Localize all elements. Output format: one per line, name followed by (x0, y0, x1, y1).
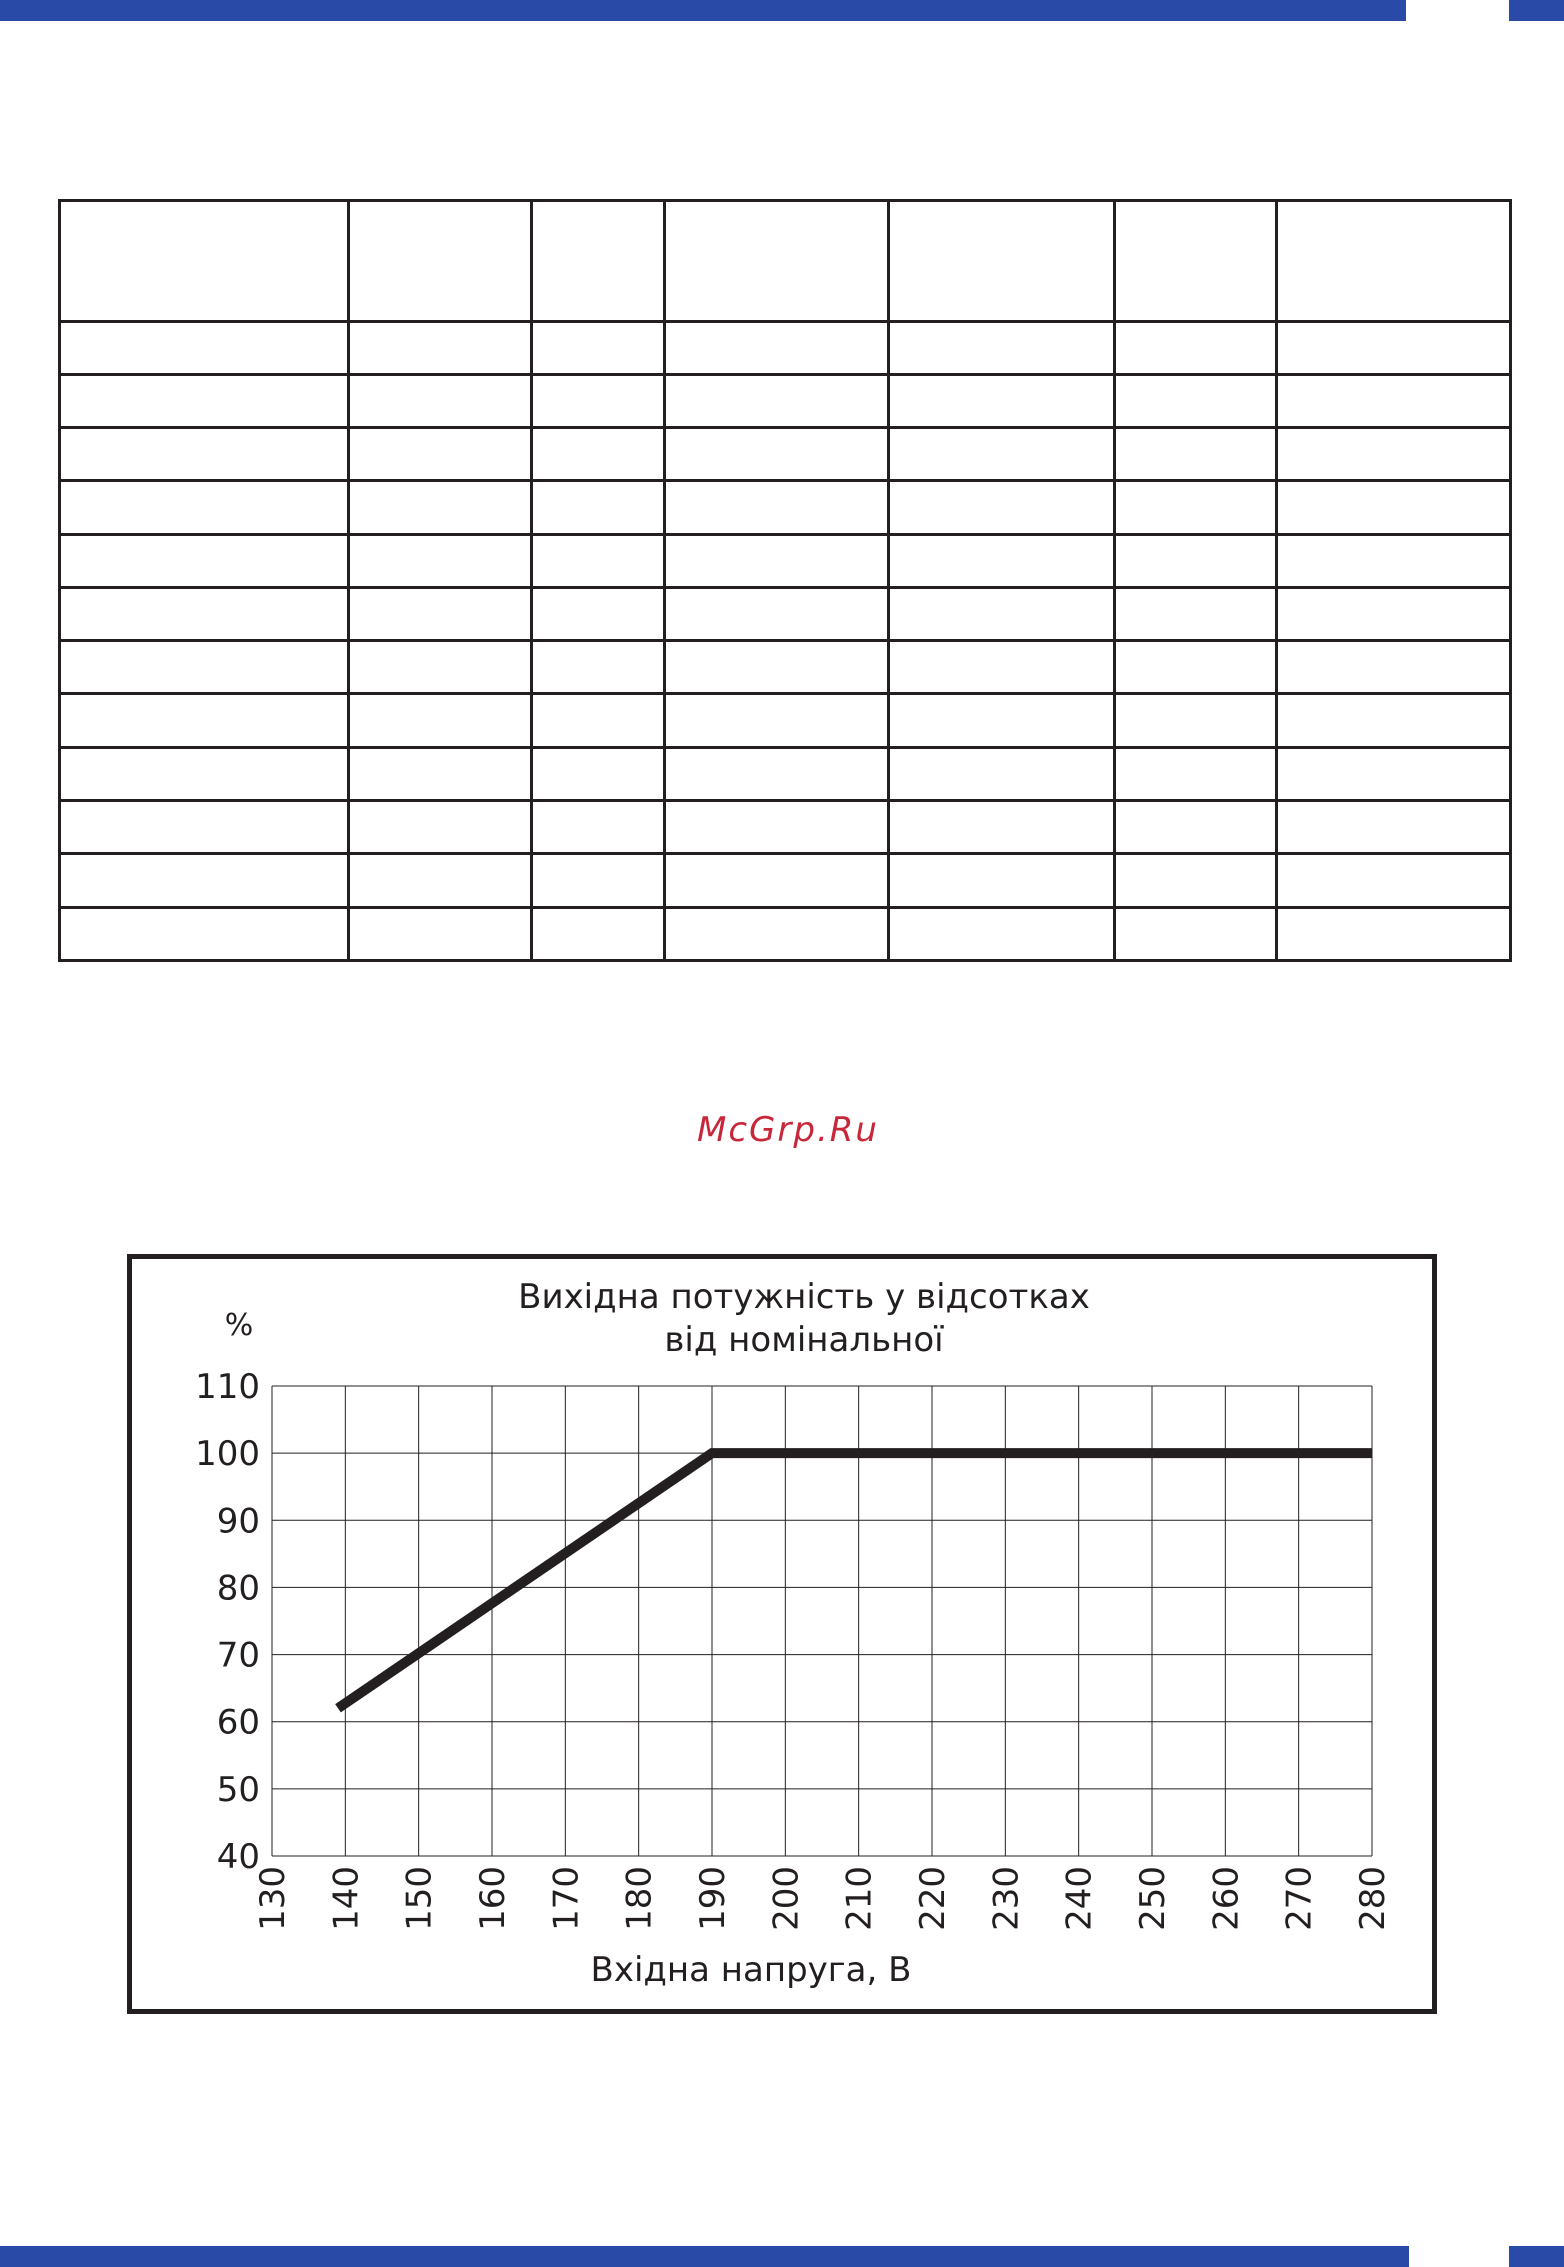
table-row (60, 587, 1511, 640)
x-tick-label: 170 (546, 1866, 587, 1931)
table-cell (60, 854, 349, 907)
top-accent-bar (0, 0, 1406, 21)
y-axis-label: % (224, 1308, 254, 1343)
table-cell (531, 374, 665, 427)
table-cell (1115, 201, 1277, 322)
table-cell (349, 641, 532, 694)
table-cell (349, 801, 532, 854)
table-cell (665, 321, 889, 374)
table-cell (1115, 641, 1277, 694)
table-cell (1276, 694, 1510, 747)
table-cell (665, 201, 889, 322)
table-cell (889, 641, 1115, 694)
table-cell (349, 428, 532, 481)
table-cell (349, 907, 532, 960)
x-tick-label: 190 (693, 1866, 733, 1931)
x-tick-label: 180 (619, 1866, 660, 1931)
empty-table (58, 199, 1512, 962)
x-tick-label: 280 (1353, 1866, 1393, 1931)
table-row (60, 428, 1511, 481)
table-cell (60, 374, 349, 427)
table-cell (665, 374, 889, 427)
table-cell (1276, 801, 1510, 854)
x-tick-label: 220 (913, 1866, 953, 1931)
table-cell (531, 907, 665, 960)
table-cell (531, 534, 665, 587)
table-cell (60, 534, 349, 587)
table-cell (349, 854, 532, 907)
table-row (60, 534, 1511, 587)
table-cell (60, 694, 349, 747)
table-cell (1276, 747, 1510, 800)
table-row (60, 641, 1511, 694)
table-cell (531, 587, 665, 640)
table-header-row (60, 201, 1511, 322)
table-row (60, 481, 1511, 534)
table-cell (531, 854, 665, 907)
x-tick-label: 200 (766, 1866, 807, 1931)
x-tick-label: 150 (399, 1866, 440, 1931)
table-cell (349, 534, 532, 587)
bottom-accent-bar-right (1509, 2246, 1564, 2267)
table-cell (1276, 534, 1510, 587)
table-cell (1276, 907, 1510, 960)
table-row (60, 747, 1511, 800)
table-cell (1276, 854, 1510, 907)
table-cell (60, 641, 349, 694)
table-cell (665, 747, 889, 800)
table-cell (60, 907, 349, 960)
y-tick-label: 110 (195, 1367, 260, 1407)
table-row (60, 907, 1511, 960)
table-cell (60, 747, 349, 800)
table-cell (665, 428, 889, 481)
chart-frame (127, 1254, 1437, 2014)
table-cell (349, 374, 532, 427)
table-cell (1115, 481, 1277, 534)
x-tick-label: 210 (839, 1866, 880, 1931)
table-cell (60, 428, 349, 481)
table-cell (889, 587, 1115, 640)
table-cell (60, 587, 349, 640)
table-row (60, 694, 1511, 747)
y-tick-label: 70 (216, 1635, 260, 1676)
table-cell (349, 694, 532, 747)
table-cell (1115, 534, 1277, 587)
series-line-0 (338, 1453, 1372, 1708)
table-cell (665, 641, 889, 694)
table-cell (1276, 374, 1510, 427)
table-cell (1276, 587, 1510, 640)
table-cell (889, 534, 1115, 587)
table-cell (531, 747, 665, 800)
table-cell (531, 481, 665, 534)
table-cell (889, 907, 1115, 960)
table-cell (889, 747, 1115, 800)
table-cell (665, 694, 889, 747)
table-cell (349, 321, 532, 374)
table-cell (531, 641, 665, 694)
table-cell (531, 201, 665, 322)
table-cell (1115, 587, 1277, 640)
y-tick-label: 90 (216, 1501, 260, 1542)
table-cell (1115, 907, 1277, 960)
bottom-accent-bar (0, 2246, 1409, 2267)
table-cell (665, 854, 889, 907)
table-cell (349, 201, 532, 322)
table-cell (1115, 374, 1277, 427)
table-cell (665, 587, 889, 640)
table-cell (1115, 321, 1277, 374)
table-cell (889, 694, 1115, 747)
y-tick-label: 100 (195, 1434, 260, 1475)
line-chart (132, 1259, 1432, 2009)
top-accent-bar-right (1509, 0, 1564, 21)
y-tick-label: 80 (216, 1568, 260, 1609)
table-row (60, 321, 1511, 374)
table-cell (1115, 747, 1277, 800)
x-tick-label: 140 (326, 1866, 367, 1931)
table-cell (60, 481, 349, 534)
table-cell (1276, 201, 1510, 322)
table-cell (889, 201, 1115, 322)
x-tick-label: 270 (1279, 1866, 1320, 1931)
y-tick-label: 40 (216, 1837, 260, 1877)
x-tick-label: 250 (1133, 1866, 1173, 1931)
y-tick-label: 50 (216, 1769, 260, 1810)
x-tick-label: 240 (1059, 1866, 1100, 1931)
chart-title-line-2: від номінальної (664, 1320, 944, 1360)
table-row (60, 801, 1511, 854)
table-cell (60, 801, 349, 854)
table-cell (1276, 321, 1510, 374)
table-cell (889, 374, 1115, 427)
table-cell (1276, 428, 1510, 481)
table-cell (1115, 801, 1277, 854)
table-cell (531, 801, 665, 854)
table-cell (349, 481, 532, 534)
table-cell (889, 428, 1115, 481)
table-row (60, 374, 1511, 427)
table-cell (1115, 854, 1277, 907)
x-tick-label: 260 (1206, 1866, 1247, 1931)
table-cell (1276, 641, 1510, 694)
watermark: McGrp.Ru (697, 1110, 879, 1150)
table-cell (665, 801, 889, 854)
table-cell (889, 801, 1115, 854)
x-tick-label: 160 (473, 1866, 513, 1931)
table-cell (531, 321, 665, 374)
table-cell (531, 694, 665, 747)
series-layer (338, 1453, 1372, 1708)
table-cell (1115, 428, 1277, 481)
x-tick-label: 230 (986, 1866, 1027, 1931)
chart-title-line-1: Вихідна потужність у відсотках (518, 1277, 1090, 1317)
table-cell (1276, 481, 1510, 534)
table-cell (531, 428, 665, 481)
table-cell (60, 201, 349, 322)
table-cell (889, 481, 1115, 534)
x-tick-label: 130 (253, 1866, 293, 1931)
table-cell (665, 534, 889, 587)
table-cell (889, 854, 1115, 907)
x-axis-label: Вхідна напруга, В (590, 1950, 912, 1990)
table-cell (665, 481, 889, 534)
table-cell (349, 587, 532, 640)
table-row (60, 854, 1511, 907)
table-cell (665, 907, 889, 960)
table-cell (60, 321, 349, 374)
table-cell (349, 747, 532, 800)
y-tick-label: 60 (216, 1702, 260, 1743)
table-cell (1115, 694, 1277, 747)
table-cell (889, 321, 1115, 374)
